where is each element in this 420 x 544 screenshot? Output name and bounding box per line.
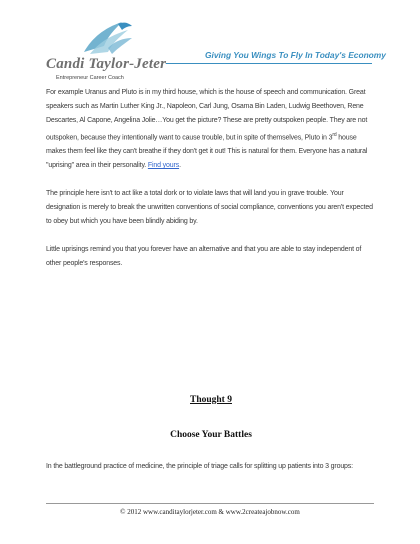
paragraph-2: The principle here isn't to act like a total dork or to violate laws that will land you in grave trouble. Your designation is merely to break the unwritten conventions of social compliance, conventions you aren't expected to obey but which you have been blindly abiding by. xyxy=(46,190,373,226)
page-header xyxy=(0,0,420,82)
wing-logo-icon xyxy=(78,18,136,58)
footer-rule xyxy=(46,503,374,504)
find-yours-link[interactable]: Find yours xyxy=(147,162,180,170)
page-footer: © 2012 www.canditaylorjeter.com & www.2createajobnow.com xyxy=(120,508,300,516)
paragraph-1-text: For example Uranus and Pluto is in my third house, which is the house of speech and communication. Great speakers such as Martin Luther King Jr., Napoleon, Carl Jung, Osama Bin Laden, Ludwig Beethoven, Rene Descartes, Al Capone, Angelina Jolie…You get the picture? These are pretty outspoken people. They are not outspoken, because they intentionally want to cause trouble, but in spite of themselves, Pluto in 3 xyxy=(46,89,368,142)
superscript: rd xyxy=(332,132,337,138)
tagline: Giving You Wings To Fly In Today's Economy xyxy=(205,50,386,60)
paragraph-3: Little uprisings remind you that you forever have an alternative and that you are able to stay independent of other people's responses. xyxy=(46,246,362,268)
paragraph-1-end: . xyxy=(179,162,181,170)
logo-subtitle: Entrepreneur Career Coach xyxy=(56,75,124,81)
body-content xyxy=(46,86,376,285)
thought-heading: Thought 9 xyxy=(190,395,232,405)
paragraph-4: In the battleground practice of medicine, the principle of triage calls for splitting up patients into 3 groups: xyxy=(46,463,353,470)
header-rule xyxy=(166,63,372,64)
paragraph-1-continued: house makes them feel like they can't breathe if they don't get it out! This is natural for them. Everyone has a natural "uprising" area in their personality. xyxy=(46,134,368,170)
section-heading: Choose Your Battles xyxy=(170,430,252,440)
logo-name: Candi Taylor-Jeter xyxy=(46,56,167,72)
paragraph-1 xyxy=(46,86,376,173)
